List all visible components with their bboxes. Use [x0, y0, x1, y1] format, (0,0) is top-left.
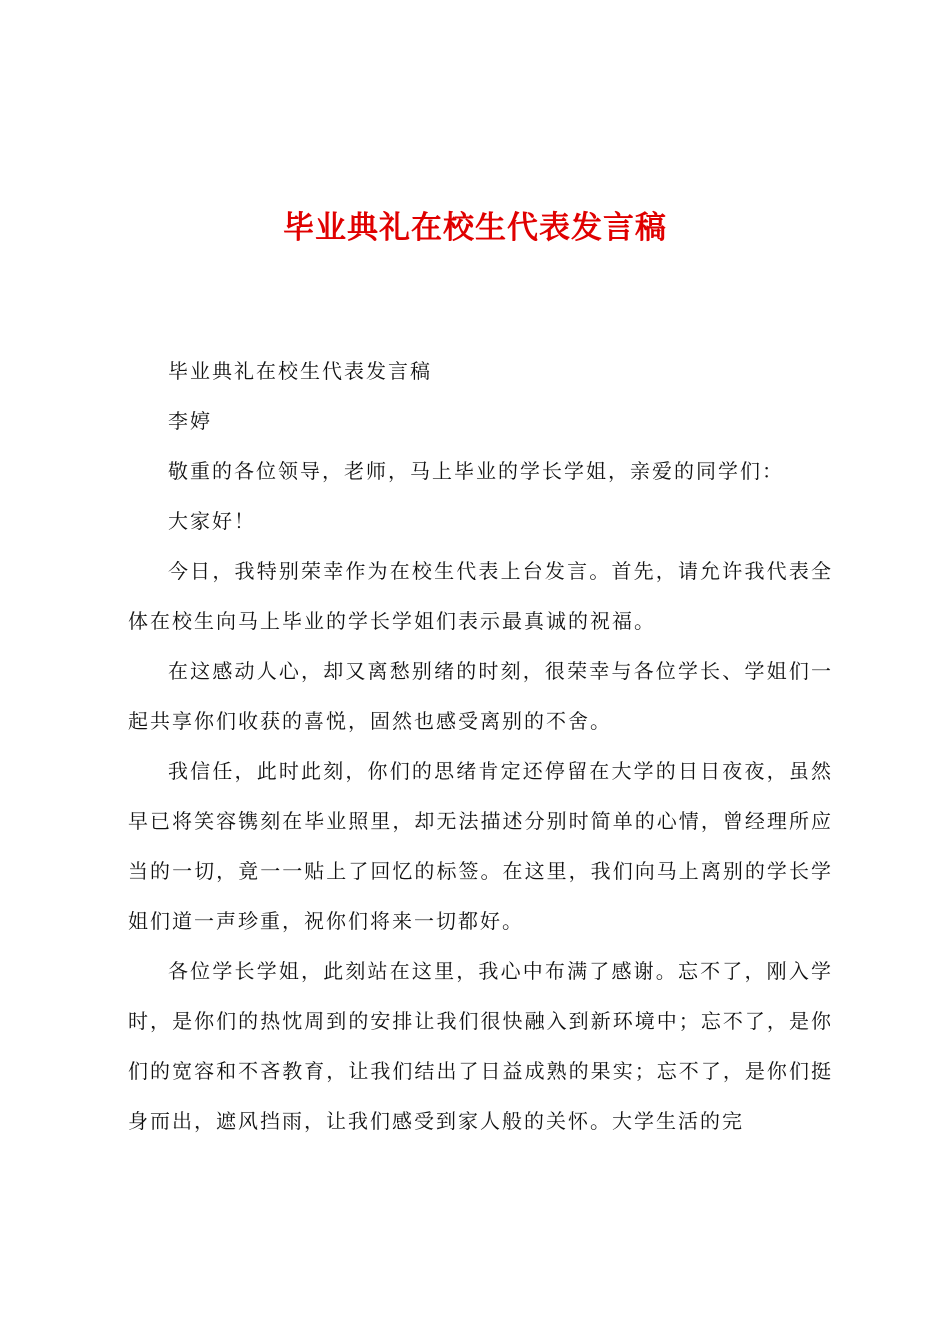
paragraph-salutation: 敬重的各位领导，老师，马上毕业的学长学姐，亲爱的同学们：: [168, 459, 784, 483]
paragraph: 今日，我特别荣幸作为在校生代表上台发言。首先，请允许我代表全体在校生向马上毕业的学长学姐们表示最真诚的祝福。: [128, 559, 833, 633]
paragraph: 在这感动人心，却又离愁别绪的时刻，很荣幸与各位学长、学姐们一起共享你们收获的喜悦，固然也感受离别的不舍。: [128, 659, 833, 733]
document-title: 毕业典礼在校生代表发言稿: [283, 210, 667, 246]
paragraph: 各位学长学姐，此刻站在这里，我心中布满了感谢。忘不了，刚入学时，是你们的热忱周到的安排让我们很快融入到新环境中；忘不了，是你们的宽容和不吝教育，让我们结出了日益成熟的果实；忘不了，是你们挺身而出，遮风挡雨，让我们感受到家人般的关怀。大学生活的完: [128, 959, 833, 1133]
paragraph: 我信任，此时此刻，你们的思绪肯定还停留在大学的日日夜夜，虽然早已将笑容镌刻在毕业照里，却无法描述分别时简单的心情，曾经理所应当的一切，竟一一贴上了回忆的标签。在这里，我们向马上离别的学长学姐们道一声珍重，祝你们将来一切都好。: [128, 759, 833, 933]
document-body: [128, 346, 833, 1146]
paragraph-greeting: 大家好！: [168, 509, 256, 533]
paragraph-subtitle: 毕业典礼在校生代表发言稿: [168, 359, 432, 383]
paragraph-author: 李婷: [168, 409, 212, 433]
